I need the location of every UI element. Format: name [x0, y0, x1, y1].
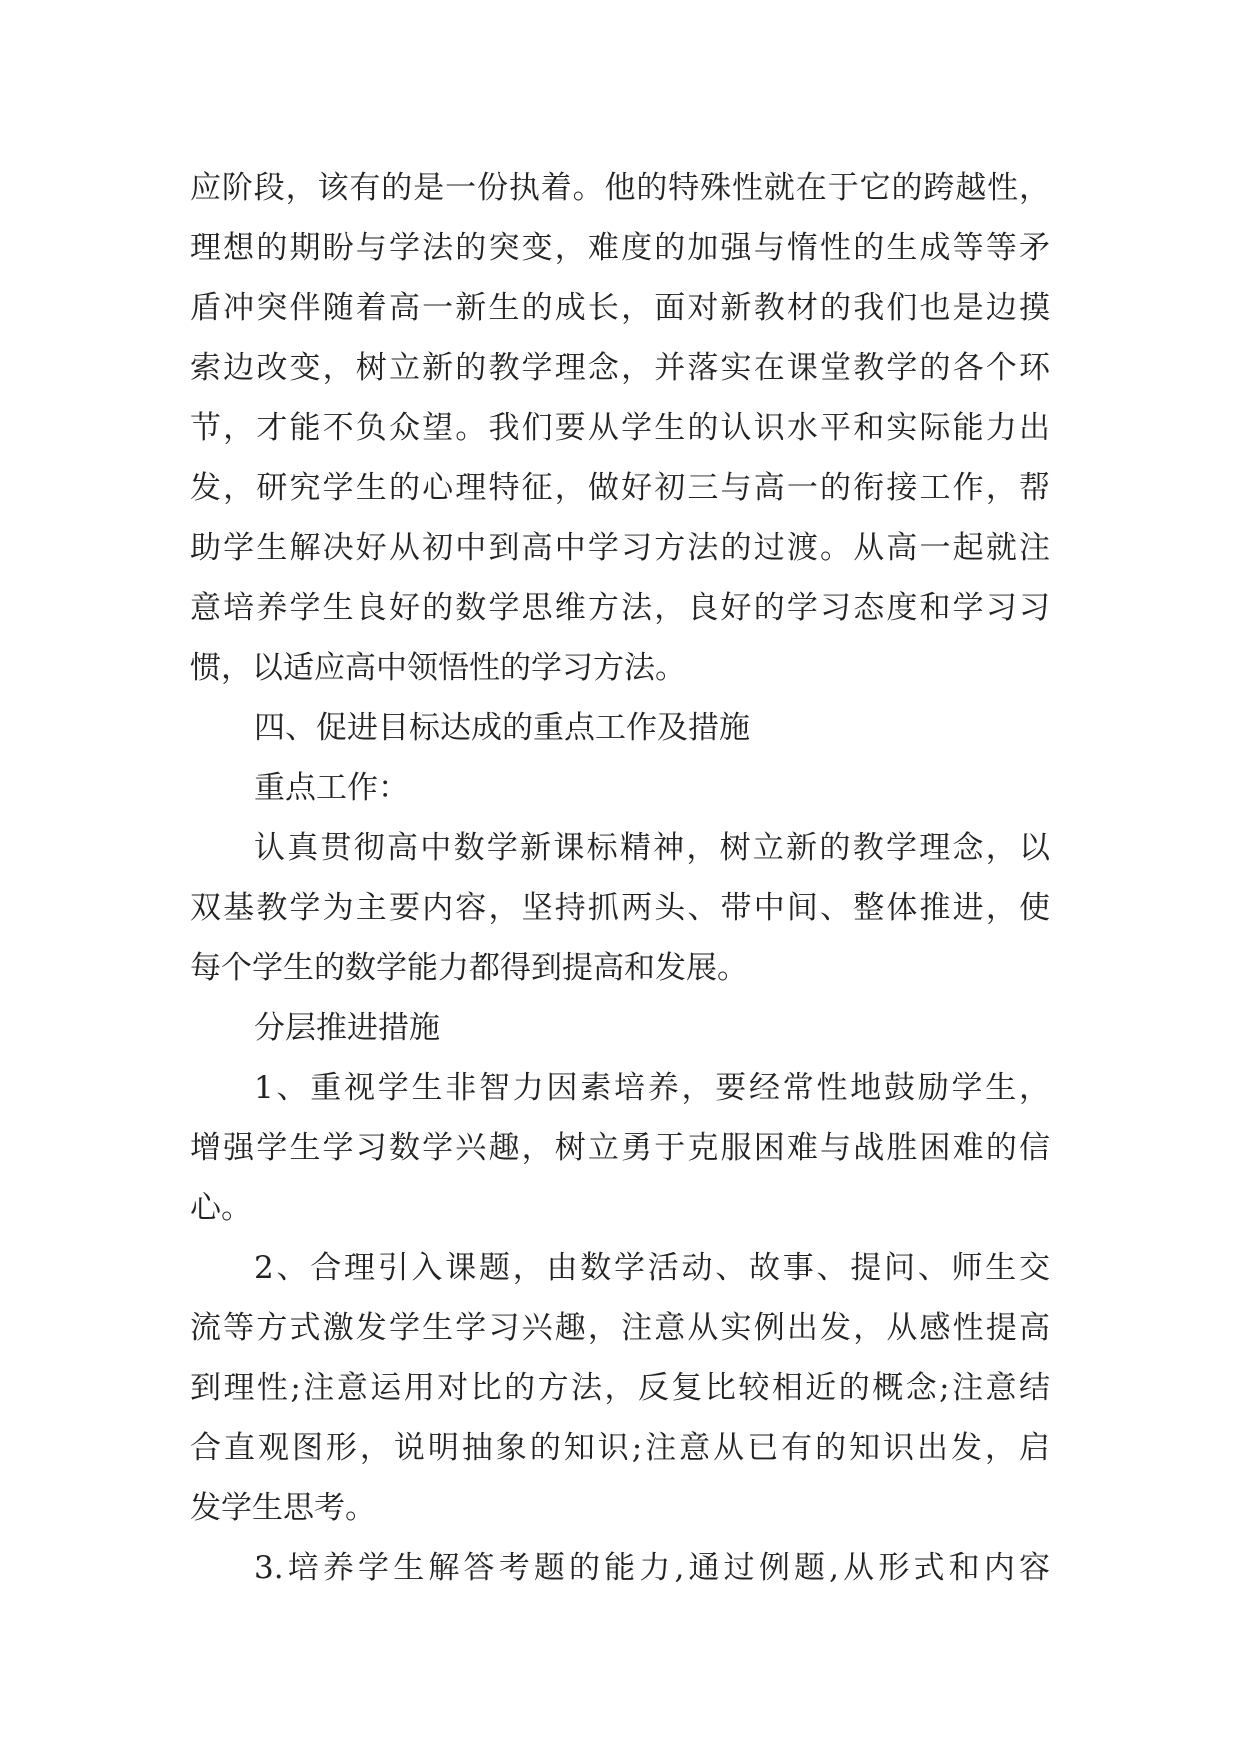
text-line: 发，研究学生的心理特征，做好初三与高一的衔接工作，帮	[190, 470, 1050, 506]
text-line: 3.培养学生解答考题的能力,通过例题,从形式和内容	[254, 1550, 1050, 1586]
text-line: 助学生解决好从初中到高中学习方法的过渡。从高一起就注	[190, 530, 1050, 566]
text-line: 每个学生的数学能力都得到提高和发展。	[190, 950, 748, 986]
text-line: 心。	[190, 1190, 252, 1226]
paragraph	[190, 758, 1050, 818]
text-line: 四、促进目标达成的重点工作及措施	[254, 710, 750, 746]
text-line: 到理性;注意运用对比的方法，反复比较相近的概念;注意结	[190, 1370, 1050, 1406]
text-line: 增强学生学习数学兴趣，树立勇于克服困难与战胜困难的信	[190, 1130, 1050, 1166]
text-line: 发学生思考。	[190, 1490, 376, 1526]
paragraph	[190, 998, 1050, 1058]
text-line: 盾冲突伴随着高一新生的成长，面对新教材的我们也是边摸	[190, 290, 1050, 326]
paragraph	[190, 1058, 1050, 1238]
document-body	[190, 158, 1050, 1598]
text-line: 节，才能不负众望。我们要从学生的认识水平和实际能力出	[190, 410, 1050, 446]
text-line: 认真贯彻高中数学新课标精神，树立新的教学理念，以	[254, 830, 1050, 866]
paragraph	[190, 698, 1050, 758]
text-line: 重点工作：	[254, 770, 409, 806]
text-line: 应阶段，该有的是一份执着。他的特殊性就在于它的跨越性，	[190, 170, 1050, 206]
text-line: 1、重视学生非智力因素培养，要经常性地鼓励学生，	[254, 1070, 1050, 1106]
text-line: 理想的期盼与学法的突变，难度的加强与惰性的生成等等矛	[190, 230, 1050, 266]
text-line: 分层推进措施	[254, 1010, 440, 1046]
text-line: 索边改变，树立新的教学理念，并落实在课堂教学的各个环	[190, 350, 1050, 386]
paragraph	[190, 1538, 1050, 1598]
text-line: 流等方式激发学生学习兴趣，注意从实例出发，从感性提高	[190, 1310, 1050, 1346]
text-line: 意培养学生良好的数学思维方法，良好的学习态度和学习习	[190, 590, 1050, 626]
paragraph	[190, 818, 1050, 998]
text-line: 惯，以适应高中领悟性的学习方法。	[190, 650, 686, 686]
paragraph	[190, 1238, 1050, 1538]
text-line: 2、合理引入课题，由数学活动、故事、提问、师生交	[254, 1250, 1050, 1286]
text-line: 双基教学为主要内容，坚持抓两头、带中间、整体推进，使	[190, 890, 1050, 926]
paragraph	[190, 158, 1050, 698]
text-line: 合直观图形，说明抽象的知识;注意从已有的知识出发，启	[190, 1430, 1050, 1466]
